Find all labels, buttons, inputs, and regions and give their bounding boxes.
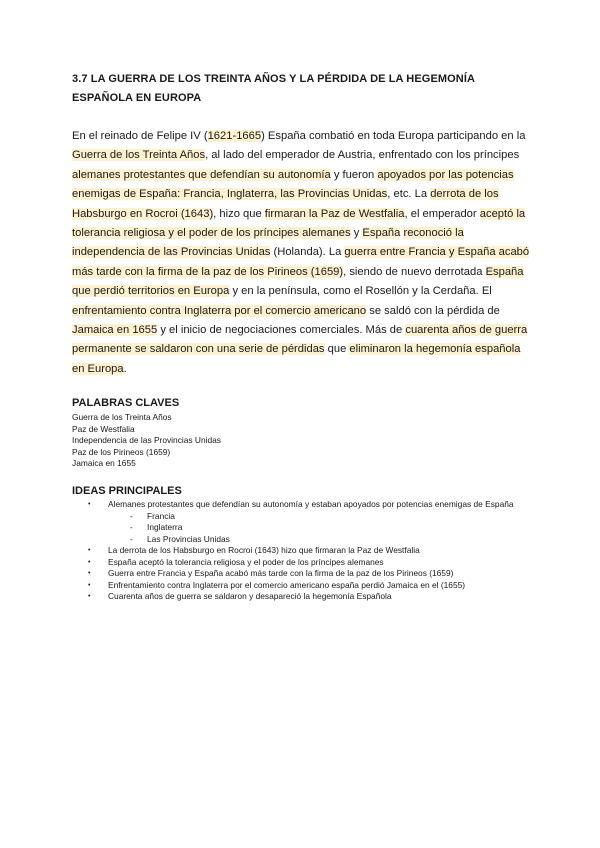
highlighted-text: alemanes protestantes que defendían su autonomía bbox=[72, 168, 331, 181]
paragraph-text: . bbox=[123, 362, 127, 375]
paragraph-text: se saldó con la pérdida de bbox=[366, 304, 500, 317]
highlighted-text: derrota de los Habsburgo en Rocroi (1643) bbox=[72, 188, 499, 220]
idea-text: La derrota de los Habsburgo en Rocroi (1643) hizo que firmaran la Paz de Westfalia bbox=[108, 545, 420, 555]
highlighted-text: eliminaron la hegemonía española en Europa bbox=[72, 343, 521, 375]
idea-item bbox=[88, 557, 528, 569]
paragraph-text: (Holanda). La bbox=[270, 246, 345, 259]
paragraph-text: ) España combatió en toda Europa participando en la bbox=[261, 130, 526, 142]
paragraph-text: En el reinado de Felipe IV ( bbox=[72, 130, 208, 142]
highlighted-text: España que perdió territorios en Europa bbox=[72, 265, 524, 298]
paragraph-text: y en la península, como el Rosellón y la Cerdaña. El bbox=[229, 285, 492, 298]
highlighted-text: reconoció la independencia de las Provincias Unidas bbox=[72, 227, 464, 259]
body-paragraph bbox=[72, 127, 532, 379]
section-title: 3.7 LA GUERRA DE LOS TREINTA AÑOS Y LA PÉRDIDA DE LA HEGEMONÍA ESPAÑOLA EN EUROPA bbox=[72, 73, 475, 104]
idea-item bbox=[88, 580, 528, 592]
highlighted-text: 1621-1665 bbox=[207, 130, 262, 142]
keywords-list bbox=[72, 412, 221, 470]
highlighted-text: Jamaica en 1655 bbox=[72, 324, 158, 337]
highlighted-text: apoyados por las potencias enemigas de España: Francia, Inglaterra, las Provincias Unidas bbox=[72, 168, 514, 201]
paragraph-text: , al lado del emperador de Austria, enfrentado con los príncipes bbox=[205, 149, 520, 162]
paragraph-text: que bbox=[324, 343, 350, 356]
highlighted-text: cuarenta años de guerra permanente se saldaron con una serie de pérdidas bbox=[72, 324, 528, 356]
keyword-item: Paz de los Pirineos (1659) bbox=[72, 446, 171, 457]
keywords-heading: PALABRAS CLAVES bbox=[72, 397, 180, 409]
idea-text: Guerra entre Francia y España acabó más tarde con la firma de la paz de los Pirineos (1659) bbox=[108, 568, 454, 578]
paragraph-text: , siendo de nuevo derrotada bbox=[343, 265, 486, 278]
idea-item bbox=[88, 499, 528, 545]
paragraph-text: , el emperador bbox=[404, 207, 480, 220]
highlighted-text: España bbox=[362, 227, 401, 240]
highlighted-text: firmaran la Paz de Westfalia bbox=[264, 207, 405, 220]
idea-text: España aceptó la tolerancia religiosa y el poder de los príncipes alemanes bbox=[108, 556, 384, 567]
paragraph-text: y bbox=[350, 227, 363, 240]
idea-item bbox=[88, 568, 528, 580]
idea-item bbox=[88, 591, 528, 603]
idea-subitem: - Las Provincias Unidas bbox=[130, 534, 528, 546]
keyword-item: Guerra de los Treinta Años bbox=[72, 412, 172, 422]
idea-text: Enfrentamiento contra Inglaterra por el comercio americano españa perdió Jamaica en el (1655) bbox=[108, 579, 466, 590]
ideas-heading: IDEAS PRINCIPALES bbox=[72, 485, 182, 497]
keyword-item: Paz de Westfalia bbox=[72, 423, 135, 434]
highlighted-text: enfrentamiento contra Inglaterra por el comercio americano bbox=[72, 304, 367, 317]
idea-text: Alemanes protestantes que defendían su autonomía y estaban apoyados por potencias enemigas de España bbox=[108, 499, 514, 509]
idea-subitem: - Francia bbox=[130, 511, 528, 523]
idea-sublist bbox=[108, 511, 528, 546]
keyword-item: Jamaica en 1655 bbox=[72, 458, 136, 469]
highlighted-text: aceptó la tolerancia religiosa y el poder de los príncipes alemanes bbox=[72, 207, 526, 240]
paragraph-text: y el inicio de negociaciones comerciales. Más de bbox=[157, 324, 406, 337]
paragraph-text: , hizo que bbox=[213, 207, 265, 220]
ideas-list bbox=[88, 499, 528, 603]
idea-text: Cuarenta años de guerra se saldaron y desapareció la hegemonía Española bbox=[108, 591, 392, 601]
idea-subitem: - Inglaterra bbox=[130, 522, 528, 534]
idea-item bbox=[88, 545, 528, 557]
highlighted-text: Guerra de los Treinta Años bbox=[72, 149, 206, 162]
keyword-item: Independencia de las Provincias Unidas bbox=[72, 435, 221, 446]
paragraph-text: , etc. La bbox=[387, 188, 431, 201]
highlighted-text: guerra entre Francia y España acabó más tarde con la firma de la paz de los Pirineos (1659) bbox=[72, 246, 530, 278]
paragraph-text: y fueron bbox=[330, 168, 378, 181]
